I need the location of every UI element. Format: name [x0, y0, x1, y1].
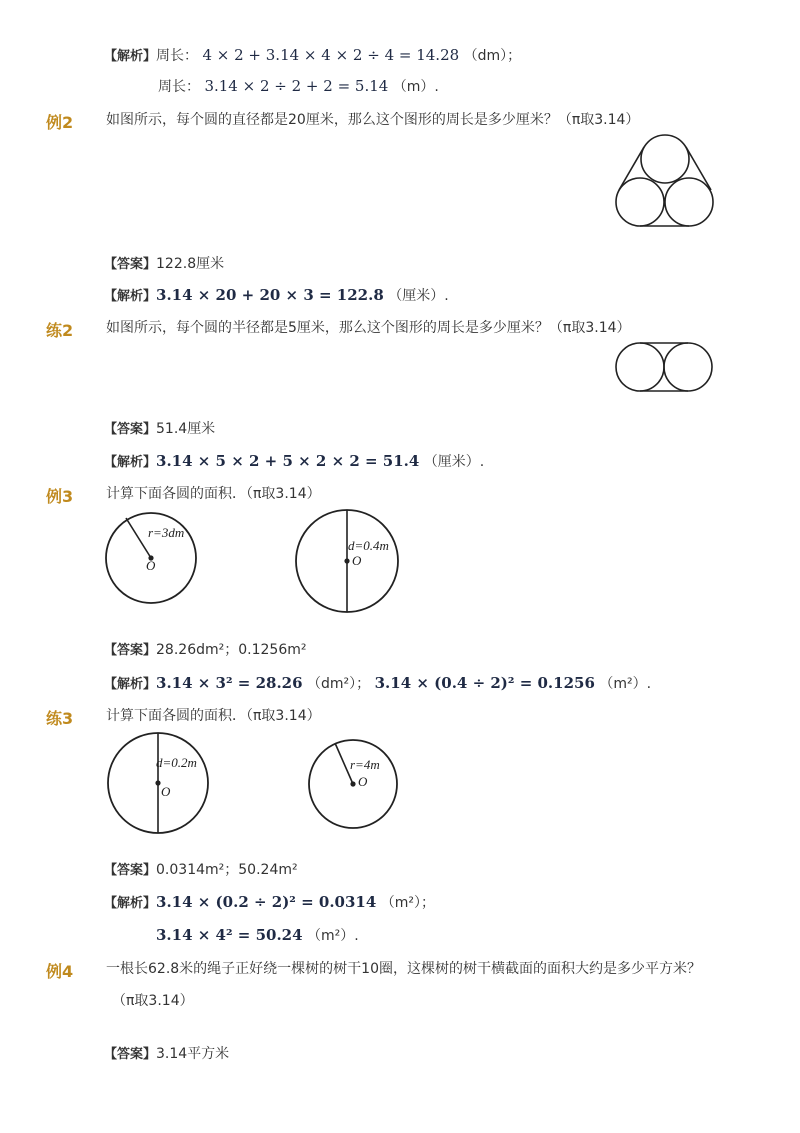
solution-unit: （m）.: [392, 79, 439, 95]
center-dot: [350, 781, 355, 786]
center-label: O: [146, 558, 156, 573]
example-3-question: 计算下面各圆的面积．（π取3.14）: [106, 486, 321, 502]
solution-unit: （dm）；: [463, 48, 522, 64]
example-4-question-note: （π取3.14）: [112, 993, 194, 1009]
circle-bottom-left: [616, 178, 664, 226]
practice-3-answer: [104, 861, 298, 880]
top-solution-line-1: [104, 46, 521, 66]
circle-right: [664, 343, 712, 391]
center-dot: [155, 780, 160, 785]
solution-tag: 【解析】: [104, 677, 157, 692]
answer-value: 51.4厘米: [156, 421, 216, 437]
practice-2-answer: [104, 420, 215, 439]
practice-2-solution: [104, 452, 484, 472]
solution-unit: （厘米）.: [423, 454, 485, 470]
solution-tag: 【解析】: [104, 455, 157, 470]
solution-unit-2: （m²）.: [307, 928, 359, 944]
center-label: O: [352, 553, 362, 568]
two-circles-figure: [614, 340, 716, 394]
answer-separator: ；: [224, 862, 239, 878]
tangent-left: [619, 147, 644, 190]
solution-math: 4 × 2 + 3.14 × 4 × 2 ÷ 4 = 14.28: [202, 46, 460, 64]
example-3-label: 例3: [46, 487, 74, 506]
solution-math-1: 3.14 × 3² = 28.26: [156, 674, 303, 692]
circle-radius-4m-figure: [306, 738, 402, 832]
example-3-answer: [104, 641, 306, 660]
answer-value: 122.8厘米: [156, 256, 225, 272]
tangent-right: [686, 147, 711, 190]
answer-b: 0.1256m²: [238, 642, 307, 658]
example-4-answer: [104, 1045, 229, 1064]
diameter-label: d=0.2m: [156, 755, 197, 770]
radius-label: r=3dm: [148, 525, 185, 540]
circle-diameter-04m-figure: [292, 507, 402, 615]
solution-math-2: 3.14 × 4² = 50.24: [156, 926, 303, 944]
answer-tag: 【答案】: [104, 863, 157, 878]
practice-3-question: 计算下面各圆的面积．（π取3.14）: [106, 708, 321, 724]
example-2-question: 如图所示，每个圆的直径都是20厘米，那么这个图形的周长是多少厘米？（π取3.14）: [106, 112, 640, 128]
practice-2-question: 如图所示，每个圆的半径都是5厘米，那么这个图形的周长是多少厘米？（π取3.14）: [106, 320, 631, 336]
top-solution-line-2: [158, 77, 439, 96]
answer-tag: 【答案】: [104, 422, 157, 437]
example-2-solution: [104, 286, 449, 306]
answer-tag: 【答案】: [104, 257, 157, 272]
center-label: O: [161, 784, 171, 799]
answer-tag: 【答案】: [104, 1047, 157, 1062]
circle-bottom-right: [665, 178, 713, 226]
solution-prefix: 周长：: [158, 79, 200, 95]
example-4-label: 例4: [46, 962, 74, 981]
answer-a: 0.0314m²: [156, 862, 225, 878]
circle-diameter-02m-figure: [105, 730, 211, 836]
solution-tag: 【解析】: [104, 289, 157, 304]
circle-left: [616, 343, 664, 391]
example-2-answer: [104, 255, 224, 274]
solution-unit: （厘米）.: [388, 288, 449, 304]
practice-2-label: 练2: [46, 321, 74, 340]
example-3-solution: [104, 674, 651, 694]
solution-math: 3.14 × 20 + 20 × 3 = 122.8: [156, 286, 384, 304]
three-circles-figure: [612, 132, 716, 228]
solution-unit-1: （m²）；: [380, 895, 435, 911]
answer-separator: ；: [224, 642, 239, 658]
solution-tag: 【解析】: [104, 896, 157, 911]
solution-unit-1: （dm²）；: [307, 676, 371, 692]
practice-3-solution-line-1: [104, 893, 435, 913]
circle-radius-3dm-figure: [104, 508, 200, 608]
solution-prefix: 周长：: [156, 48, 199, 64]
solution-tag: 【解析】: [104, 49, 157, 64]
solution-math: 3.14 × 2 ÷ 2 + 2 = 5.14: [204, 77, 389, 95]
practice-3-solution-line-2: [156, 926, 359, 945]
example-4-question: 一根长62.8米的绳子正好绕一棵树的树干10圈，这棵树的树干横截面的面积大约是多少平方米？: [106, 961, 701, 977]
center-label: O: [358, 774, 368, 789]
practice-3-label: 练3: [46, 709, 74, 728]
center-dot: [344, 558, 349, 563]
answer-value: 3.14平方米: [156, 1046, 230, 1062]
solution-unit-2: （m²）.: [599, 676, 652, 692]
solution-math: 3.14 × 5 × 2 + 5 × 2 × 2 = 51.4: [156, 452, 420, 470]
answer-a: 28.26dm²: [156, 642, 225, 658]
radius-label: r=4m: [350, 757, 380, 772]
solution-math-2: 3.14 × (0.4 ÷ 2)² = 0.1256: [374, 674, 595, 692]
solution-math-1: 3.14 × (0.2 ÷ 2)² = 0.0314: [156, 893, 377, 911]
answer-tag: 【答案】: [104, 643, 157, 658]
diameter-label: d=0.4m: [348, 538, 389, 553]
example-2-label: 例2: [46, 113, 74, 132]
answer-b: 50.24m²: [238, 862, 298, 878]
circle-top: [641, 135, 689, 183]
